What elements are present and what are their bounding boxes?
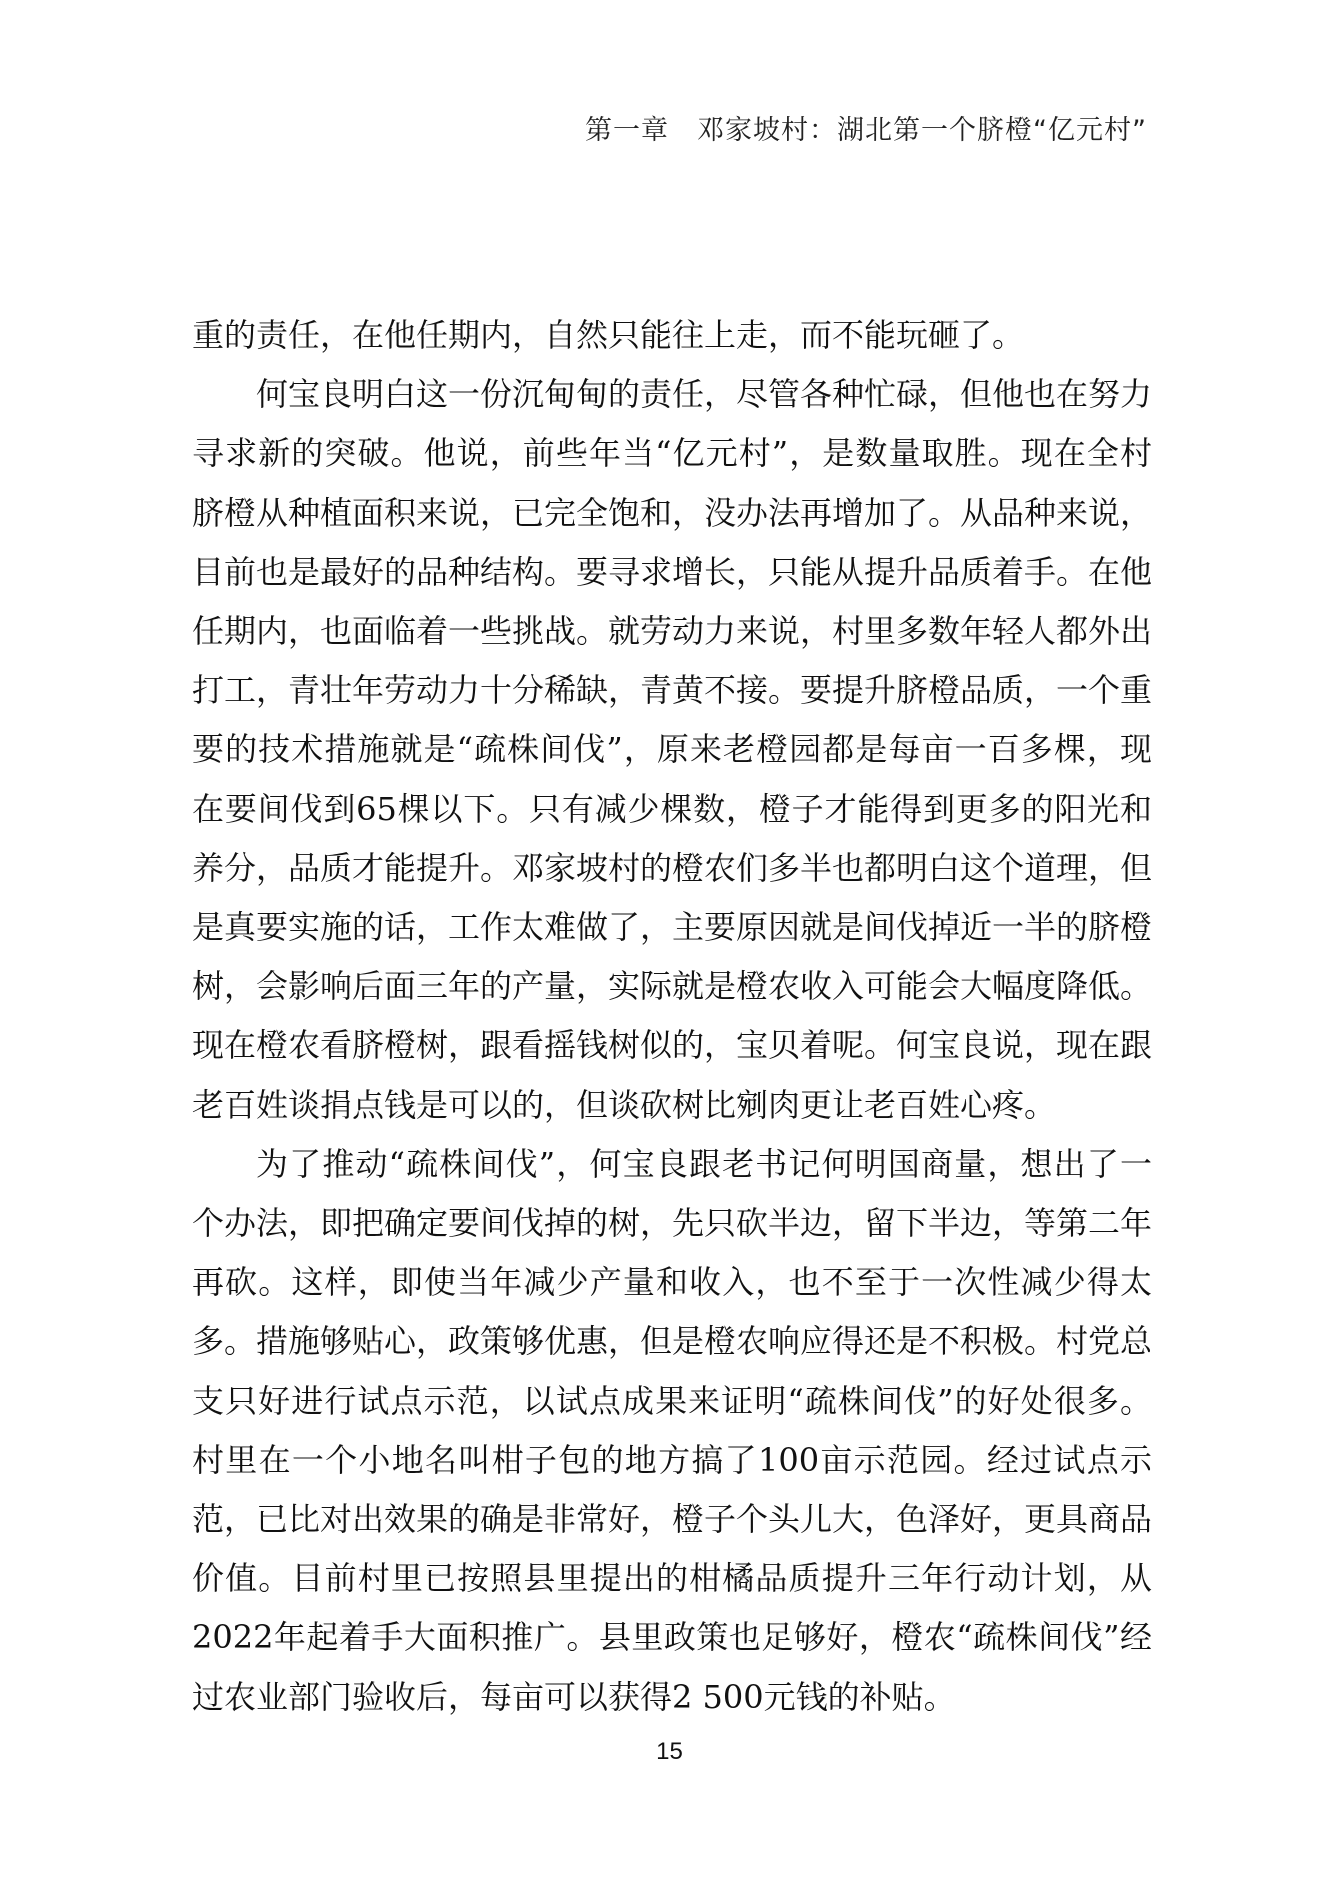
paragraph-thinning-measures: 为了推动“疏株间伐”，何宝良跟老书记何明国商量，想出了一个办法，即把确定要间伐掉的树，先只砍半边，留下半边，等第二年再砍。这样，即使当年减少产量和收入，也不至于一次性减少得太多。措施够贴心，政策够优惠，但是橙农响应得还是不积极。村党总支只好进行试点示范，以试点成果来证明“疏株间伐”的好处很多。村里在一个小地名叫柑子包的地方搞了100亩示范园。经过试点示范，已比对出效果的确是非常好，橙子个头儿大，色泽好，更具商品价值。目前村里已按照县里提出的柑橘品质提升三年行动计划，从2022年起着手大面积推广。县里政策也足够好，橙农“疏株间伐”经过农业部门验收后，每亩可以获得2 500元钱的补贴。 <box>192 1144 1153 1716</box>
page-number: 15 <box>656 1738 683 1765</box>
paragraph-continued: 重的责任，在他任期内，自然只能往上走，而不能玩砸了。 <box>192 316 1025 354</box>
paragraph-he-baoliang-responsibility: 何宝良明白这一份沉甸甸的责任，尽管各种忙碌，但他也在努力寻求新的突破。他说，前些年当“亿元村”，是数量取胜。现在全村脐橙从种植面积来说，已完全饱和，没办法再增加了。从品种来说，目前也是最好的品种结构。要寻求增长，只能从提升品质着手。在他任期内，也面临着一些挑战。就劳动力来说，村里多数年轻人都外出打工，青壮年劳动力十分稀缺，青黄不接。要提升脐橙品质，一个重要的技术措施就是“疏株间伐”，原来老橙园都是每亩一百多棵，现在要间伐到65棵以下。只有减少棵数，橙子才能得到更多的阳光和养分，品质才能提升。邓家坡村的橙农们多半也都明白这个道理，但是真要实施的话，工作太难做了，主要原因就是间伐掉近一半的脐橙树，会影响后面三年的产量，实际就是橙农收入可能会大幅度降低。现在橙农看脐橙树，跟看摇钱树似的，宝贝着呢。何宝良说，现在跟老百姓谈捐点钱是可以的，但谈砍树比剜肉更让老百姓心疼。 <box>192 375 1153 1124</box>
running-header: 第一章 邓家坡村：湖北第一个脐橙“亿元村” <box>585 115 1147 146</box>
body-text <box>192 306 1152 1727</box>
